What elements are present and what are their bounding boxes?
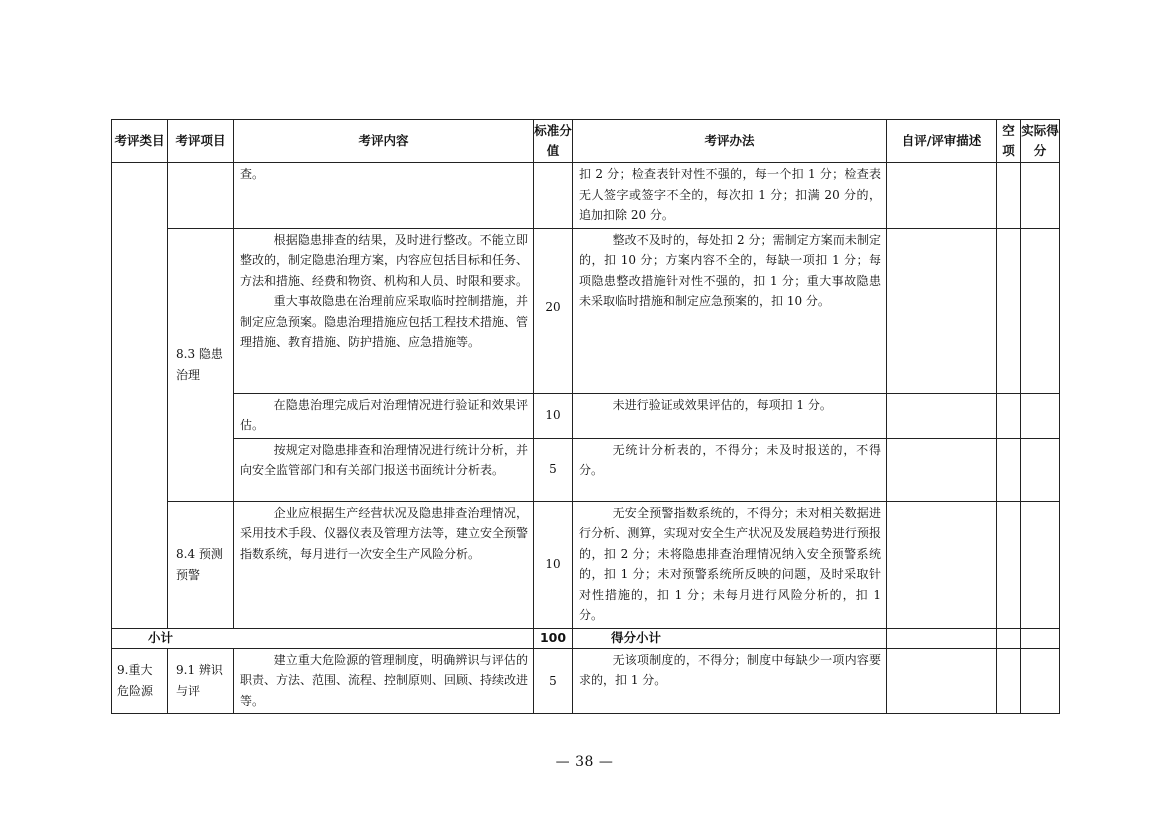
header-content: 考评内容: [234, 120, 534, 163]
category-cell: 9.重大危险源: [112, 648, 168, 714]
score-cell: 10: [534, 393, 573, 438]
header-self-review: 自评/评审描述: [887, 120, 997, 163]
table-row: [112, 393, 1060, 438]
self-review-cell[interactable]: [887, 501, 997, 628]
self-review-cell[interactable]: [887, 628, 997, 648]
content-cell: [234, 438, 534, 501]
score-cell: 20: [534, 228, 573, 393]
header-row: [112, 120, 1060, 163]
method-text: 未进行验证或效果评估的，每项扣 1 分。: [612, 397, 832, 412]
blank-cell[interactable]: [997, 163, 1021, 229]
header-item: 考评项目: [168, 120, 234, 163]
self-review-cell[interactable]: [887, 648, 997, 714]
self-review-cell[interactable]: [887, 438, 997, 501]
content-text: 按规定对隐患排查和治理情况进行统计分析，并向安全监管部门和有关部门报送书面统计分析表。: [240, 442, 528, 477]
score-cell: [534, 163, 573, 229]
actual-score-cell[interactable]: [1021, 393, 1060, 438]
content-text: 重大事故隐患在治理前应采取临时控制措施，并制定应急预案。隐患治理措施应包括工程技术措施、管理措施、教育措施、防护措施、应急措施等。: [240, 294, 529, 349]
method-cell: [573, 438, 887, 501]
self-review-cell[interactable]: [887, 228, 997, 393]
method-cell: [573, 501, 887, 628]
content-cell: [234, 393, 534, 438]
content-text: 在隐患治理完成后对治理情况进行验证和效果评估。: [240, 397, 528, 432]
header-category: 考评类目: [112, 120, 168, 163]
score-cell: 5: [534, 438, 573, 501]
content-cell: [234, 163, 534, 229]
header-standard-score: 标准分值: [534, 120, 573, 163]
header-actual-score: 实际得分: [1021, 120, 1060, 163]
item-cell: [168, 163, 234, 229]
page-number: — 38 —: [555, 754, 614, 770]
subtotal-row: [112, 628, 1060, 648]
subtotal-label: 小计: [112, 628, 534, 648]
table-row: [112, 163, 1060, 229]
score-cell: 5: [534, 648, 573, 714]
self-review-cell[interactable]: [887, 393, 997, 438]
item-cell: 8.3 隐患治理: [168, 228, 234, 501]
self-review-cell[interactable]: [887, 163, 997, 229]
table-row: [112, 648, 1060, 714]
score-cell: 10: [534, 501, 573, 628]
content-cell: [234, 228, 534, 393]
method-cell: [573, 648, 887, 714]
item-cell: 9.1 辨识与评: [168, 648, 234, 714]
actual-score-cell[interactable]: [1021, 438, 1060, 501]
table-row: [112, 228, 1060, 393]
header-method: 考评办法: [573, 120, 887, 163]
subtotal-method: 得分小计: [573, 628, 887, 648]
content-text: 查。: [240, 167, 265, 181]
method-text: 整改不及时的，每处扣 2 分；需制定方案而未制定的，扣 10 分；方案内容不全的，每缺一项扣 1 分；每项隐患整改措施针对性不强的，扣 1 分；重大事故隐患未采取临时措施和制定应急预案的，扣 10 分。: [579, 232, 881, 308]
evaluation-table: [111, 119, 1060, 714]
actual-score-cell[interactable]: [1021, 501, 1060, 628]
method-text: 无统计分析表的，不得分；未及时报送的，不得分。: [579, 442, 881, 477]
actual-score-cell[interactable]: [1021, 628, 1060, 648]
method-text: 无安全预警指数系统的，不得分；未对相关数据进行分析、测算，实现对安全生产状况及发展趋势进行预报的，扣 2 分；未将隐患排查治理情况纳入安全预警系统的，扣 1 分；未对预警系统所反映的问题，及时采取针对性措施的，扣 1 分；未每月进行风险分析的，扣 1 分。: [579, 505, 881, 622]
actual-score-cell[interactable]: [1021, 228, 1060, 393]
actual-score-cell[interactable]: [1021, 163, 1060, 229]
table-row: [112, 438, 1060, 501]
item-cell: 8.4 预测预警: [168, 501, 234, 628]
method-cell: [573, 163, 887, 229]
method-text: 扣 2 分；检查表针对性不强的，每一个扣 1 分；检查表无人签字或签字不全的，每次扣 1 分；扣满 20 分的，追加扣除 20 分。: [579, 167, 881, 222]
table-row: [112, 501, 1060, 628]
content-text: 企业应根据生产经营状况及隐患排查治理情况，采用技术手段、仪器仪表及管理方法等，建立安全预警指数系统，每月进行一次安全生产风险分析。: [240, 505, 529, 561]
content-cell: [234, 501, 534, 628]
method-text: 无该项制度的，不得分；制度中每缺少一项内容要求的，扣 1 分。: [579, 652, 881, 687]
content-text: 建立重大危险源的管理制度，明确辨识与评估的职责、方法、范围、流程、控制原则、回顾、持续改进等。: [240, 652, 529, 708]
header-blank: 空项: [997, 120, 1021, 163]
blank-cell[interactable]: [997, 228, 1021, 393]
blank-cell[interactable]: [997, 438, 1021, 501]
method-cell: [573, 228, 887, 393]
blank-cell[interactable]: [997, 393, 1021, 438]
method-cell: [573, 393, 887, 438]
content-text: 根据隐患排查的结果，及时进行整改。不能立即整改的，制定隐患治理方案，内容应包括目标和任务、方法和措施、经费和物资、机构和人员、时限和要求。: [240, 232, 529, 288]
subtotal-total: 100: [534, 628, 573, 648]
actual-score-cell[interactable]: [1021, 648, 1060, 714]
blank-cell[interactable]: [997, 648, 1021, 714]
category-cell: [112, 163, 168, 629]
content-cell: [234, 648, 534, 714]
blank-cell[interactable]: [997, 628, 1021, 648]
blank-cell[interactable]: [997, 501, 1021, 628]
